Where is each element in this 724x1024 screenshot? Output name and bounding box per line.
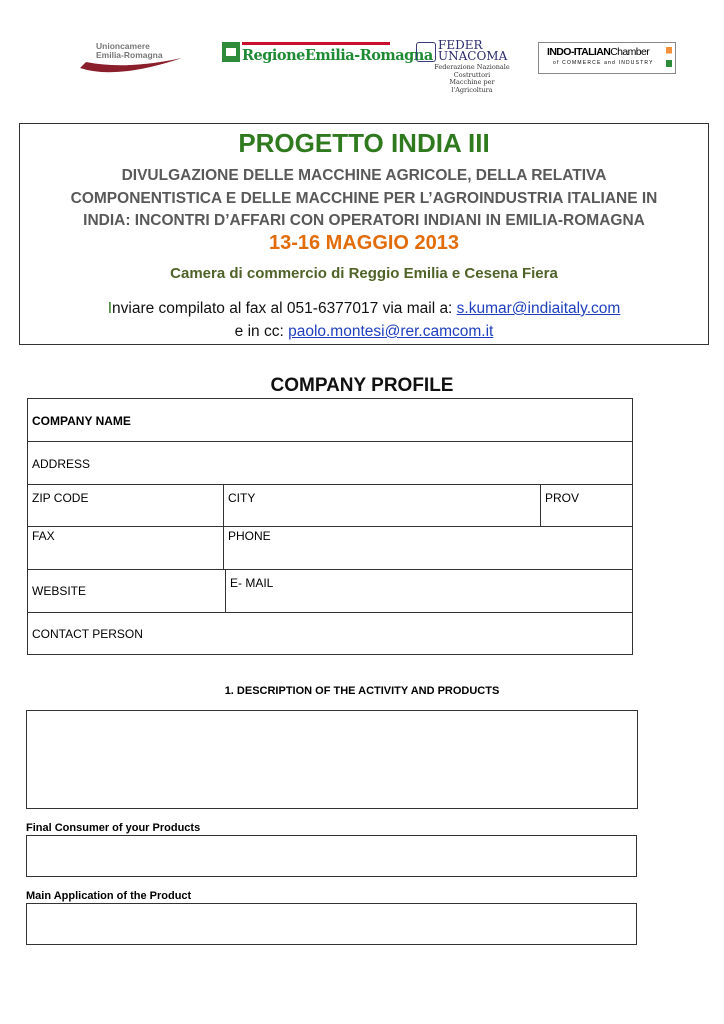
contact-person-label: CONTACT PERSON	[32, 627, 143, 641]
phone-field[interactable]	[223, 527, 632, 569]
send-instructions	[20, 300, 708, 318]
event-date: 13-16 MAGGIO 2013	[268, 232, 460, 254]
logo-strip	[0, 38, 724, 94]
fax-label: FAX	[32, 529, 55, 543]
regione-flag-icon	[222, 42, 240, 62]
zip-code-field[interactable]	[28, 485, 223, 526]
event-subtitle-line: DIVULGAZIONE DELLE MACCHINE AGRICOLE, DELLA RELATIVA	[121, 167, 607, 184]
website-email-row	[28, 570, 632, 613]
company-name-row	[28, 399, 632, 442]
event-header-box	[19, 123, 709, 345]
cc-text: e in cc:	[234, 323, 289, 340]
address-row	[28, 442, 632, 485]
contact-person-row	[28, 613, 632, 655]
company-profile-title: COMPANY PROFILE	[270, 375, 454, 396]
federunacoma-emblem-icon	[416, 42, 436, 62]
india-flag-icon	[666, 47, 672, 67]
chamber-main: INDO-ITALIAN	[547, 46, 611, 58]
federunacoma-logo	[416, 38, 516, 94]
event-title: PROGETTO INDIA III	[238, 128, 490, 158]
chamber-word: Chamber	[610, 46, 650, 58]
section-1-title: 1. DESCRIPTION OF THE ACTIVITY AND PRODUCTS	[224, 685, 500, 697]
prov-field[interactable]	[540, 485, 632, 526]
website-label: WEBSITE	[32, 584, 87, 598]
address-label: ADDRESS	[32, 457, 91, 471]
cc-instructions	[20, 323, 708, 341]
city-label: CITY	[228, 491, 256, 505]
company-name-label: COMPANY NAME	[32, 414, 131, 428]
send-text: nviare compilato al fax al 051-6377017 via mail a:	[112, 300, 457, 317]
email-label: E- MAIL	[230, 576, 274, 590]
phone-label: PHONE	[228, 529, 271, 543]
company-name-field[interactable]	[28, 399, 632, 441]
regione-name: RegioneEmilia-Romagna	[242, 47, 433, 64]
event-venue: Camera di commercio di Reggio Emilia e Cesena Fiera	[170, 265, 558, 282]
unioncamere-line1: Unioncamere	[96, 41, 150, 51]
address-field[interactable]	[28, 442, 632, 484]
zip-city-prov-row	[28, 485, 632, 527]
unioncamere-line2: Emilia-Romagna	[96, 50, 163, 60]
main-application-textbox[interactable]	[26, 903, 637, 945]
send-first-letter: I	[107, 300, 113, 317]
final-consumer-label: Final Consumer of your Products	[26, 822, 201, 834]
main-application-label: Main Application of the Product	[26, 890, 192, 902]
zip-code-label: ZIP CODE	[32, 491, 89, 505]
regione-emilia-romagna-logo	[222, 42, 433, 70]
email-field[interactable]	[225, 570, 632, 612]
cc-email-link[interactable]: paolo.montesi@rer.camcom.it	[288, 323, 494, 340]
federunacoma-sub1: Federazione Nazionale Costruttori	[434, 63, 510, 79]
send-email-link[interactable]: s.kumar@indiaitaly.com	[456, 300, 621, 317]
federunacoma-sub2: Macchine per l'Agricoltura	[449, 78, 495, 94]
city-field[interactable]	[223, 485, 540, 526]
fax-field[interactable]	[28, 527, 223, 569]
fax-phone-row	[28, 527, 632, 570]
unioncamere-logo	[76, 40, 188, 76]
contact-person-field[interactable]	[28, 613, 632, 655]
event-subtitle-line: COMPONENTISTICA E DELLE MACCHINE PER L’AGROINDUSTRIA ITALIANE IN	[70, 189, 658, 207]
chamber-sub: of COMMERCE and INDUSTRY	[553, 60, 654, 66]
prov-label: PROV	[545, 491, 580, 505]
description-textbox[interactable]	[26, 710, 638, 809]
event-subtitle-line: INDIA: INCONTRI D’AFFARI CON OPERATORI INDIANI IN EMILIA-ROMAGNA	[83, 212, 645, 229]
website-field[interactable]	[28, 570, 225, 612]
regione-red-bar	[242, 42, 390, 45]
company-profile-table	[27, 398, 633, 655]
indo-italian-chamber-logo	[538, 42, 676, 74]
federunacoma-line1: FEDER	[438, 38, 483, 52]
federunacoma-line2: UNACOMA	[438, 49, 508, 63]
final-consumer-textbox[interactable]	[26, 835, 637, 877]
event-subtitle	[20, 165, 708, 233]
